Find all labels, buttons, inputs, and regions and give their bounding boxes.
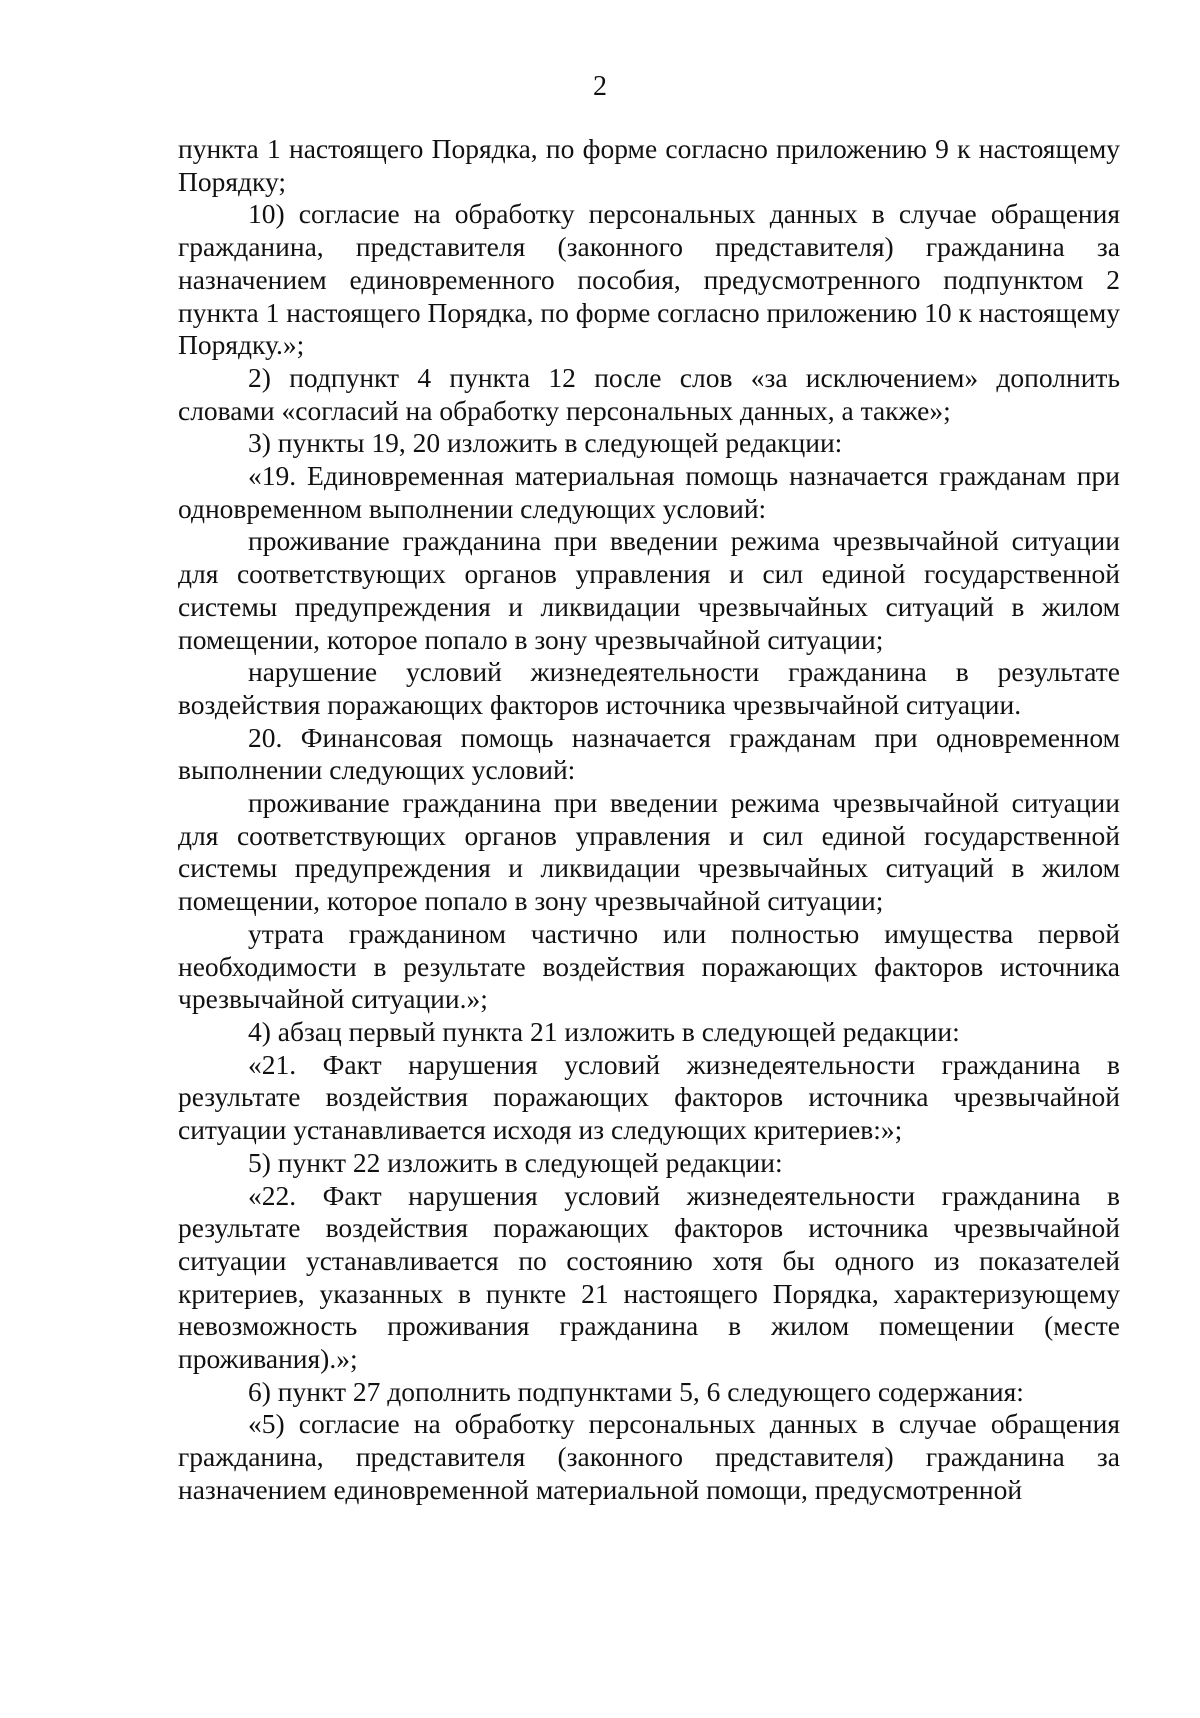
- paragraph-amendment-5: 5) пункт 22 изложить в следующей редакции:: [248, 1146, 783, 1178]
- paragraph-condition-property-loss: утрата гражданином частично или полностью имущества первой необходимости в результате воздействия поражающих факторов источника чрезвычайной ситуации.»;: [178, 917, 1120, 1015]
- paragraph-subclause-5: «5) согласие на обработку персональных данных в случае обращения гражданина, представителя (законного представителя) гражданина за назначением единовременной материальной помощи, предусмотренной: [178, 1408, 1120, 1505]
- paragraph-clause-19: «19. Единовременная материальная помощь назначается гражданам при одновременном выполнении следующих условий:: [178, 460, 1120, 524]
- paragraph-condition-residence-2: проживание гражданина при введении режима чрезвычайной ситуации для соответствующих органов управления и сил единой государственной системы предупреждения и ликвидации чрезвычайных ситуаций в жилом помещении, которое попало в зону чрезвычайной ситуации;: [178, 787, 1120, 917]
- paragraph-amendment-4: 4) абзац первый пункта 21 изложить в следующей редакции:: [248, 1015, 960, 1047]
- paragraph-clause-21: «21. Факт нарушения условий жизнедеятельности гражданина в результате воздействия поражающих факторов источника чрезвычайной ситуации устанавливается исходя из следующих критериев:»;: [178, 1048, 1120, 1146]
- paragraph-amendment-3: 3) пункты 19, 20 изложить в следующей редакции:: [248, 427, 843, 459]
- paragraph-amendment-6: 6) пункт 27 дополнить подпунктами 5, 6 следующего содержания:: [248, 1375, 1024, 1407]
- paragraph-continuation: пункта 1 настоящего Порядка, по форме согласно приложению 9 к настоящему Порядку;: [178, 133, 1120, 197]
- paragraph-condition-disruption: нарушение условий жизнедеятельности гражданина в результате воздействия поражающих факторов источника чрезвычайной ситуации.: [178, 656, 1120, 720]
- page-number: 2: [593, 71, 607, 102]
- paragraph-clause-20: 20. Финансовая помощь назначается гражданам при одновременном выполнении следующих условий:: [178, 721, 1120, 786]
- paragraph-clause-22: «22. Факт нарушения условий жизнедеятельности гражданина в результате воздействия поражающих факторов источника чрезвычайной ситуации устанавливается по состоянию хотя бы одного из показателей критериев, указанных в пункте 21 настоящего Порядка, характеризующему невозможность проживания гражданина в жилом помещении (месте проживания).»;: [178, 1179, 1120, 1375]
- paragraph-item-10: 10) согласие на обработку персональных данных в случае обращения гражданина, представителя (законного представителя) гражданина за назначением единовременного пособия, предусмотренного подпунктом 2 пункта 1 настоящего Порядка, по форме согласно приложению 10 к настоящему Порядку.»;: [178, 198, 1120, 361]
- document-body: [178, 133, 1120, 1507]
- paragraph-amendment-2: 2) подпункт 4 пункта 12 после слов «за исключением» дополнить словами «согласий на обработку персональных данных, а также»;: [178, 361, 1120, 426]
- paragraph-condition-residence-1: проживание гражданина при введении режима чрезвычайной ситуации для соответствующих органов управления и сил единой государственной системы предупреждения и ликвидации чрезвычайных ситуаций в жилом помещении, которое попало в зону чрезвычайной ситуации;: [178, 525, 1120, 655]
